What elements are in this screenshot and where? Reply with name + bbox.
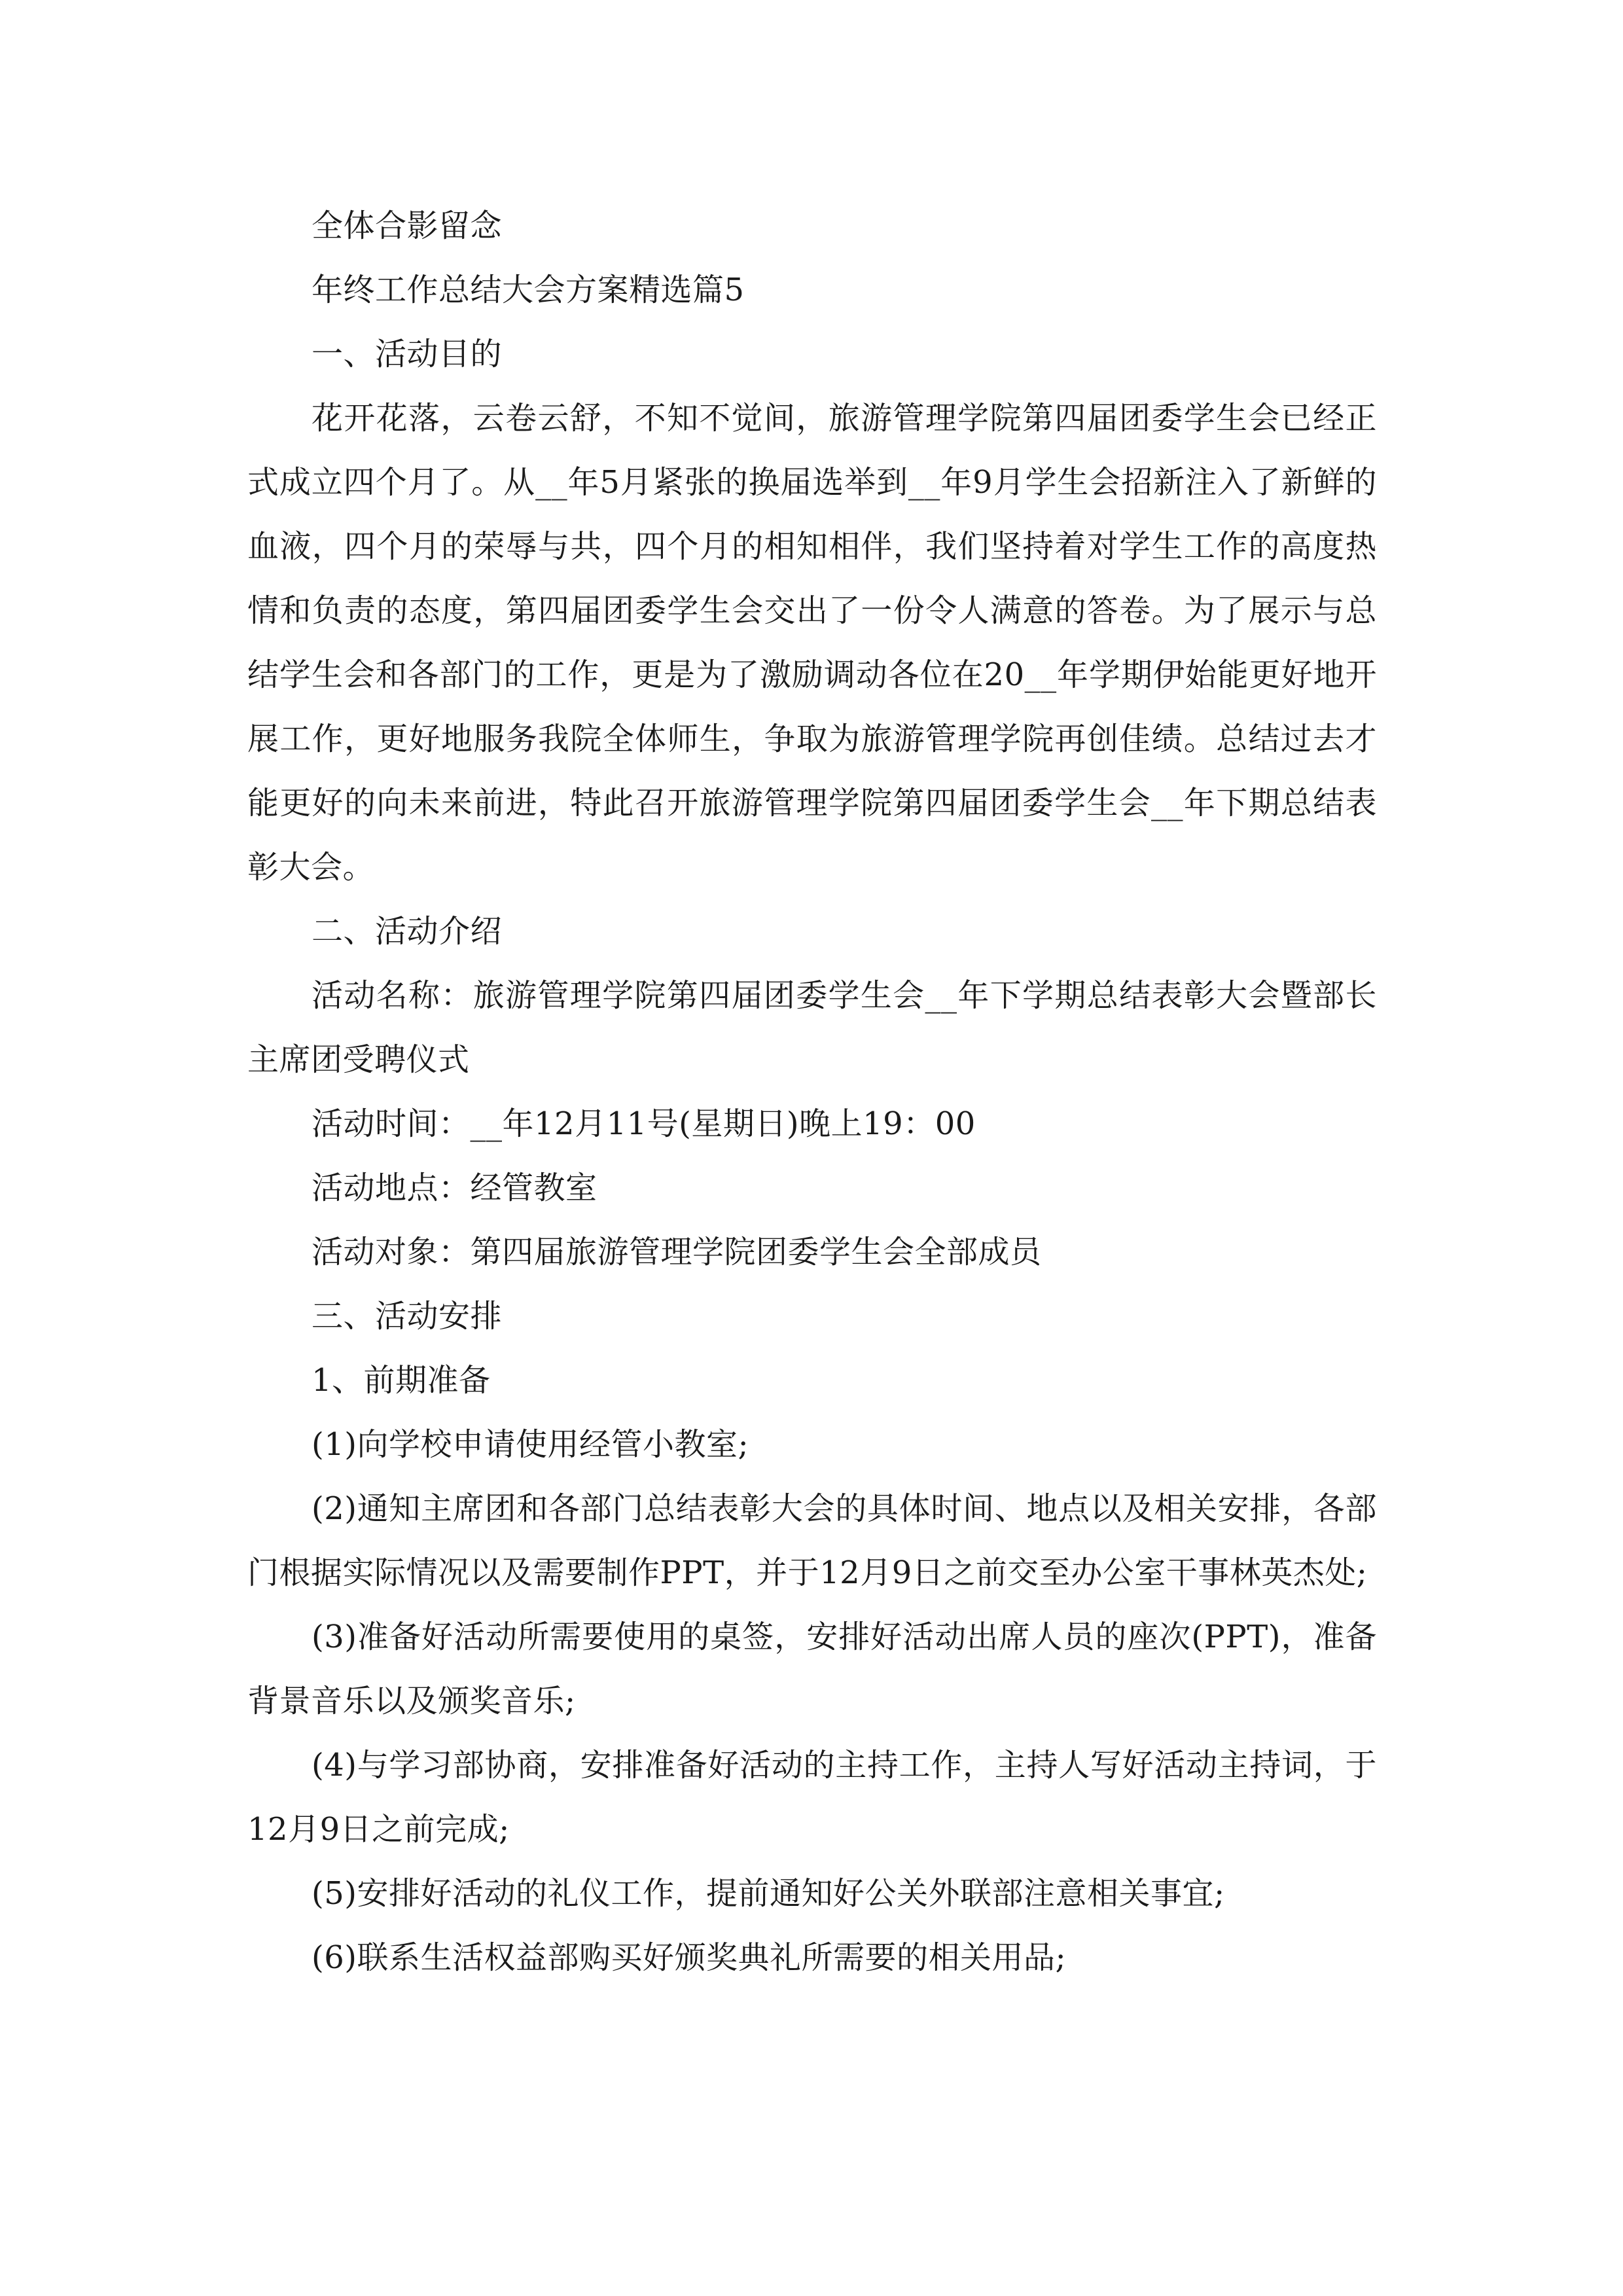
- list-item-6: (6)联系生活权益部购买好颁奖典礼所需要的相关用品;: [312, 1939, 1067, 1976]
- paragraph-activity-audience: 活动对象：第四届旅游管理学院团委学生会全部成员: [312, 1234, 1042, 1270]
- paragraph-activity-location: 活动地点：经管教室: [312, 1170, 597, 1206]
- list-item-3: (3)准备好活动所需要使用的桌签，安排好活动出席人员的座次(PPT)，准备背景音乐以及颁奖音乐;: [247, 1619, 1377, 1719]
- paragraph-activity-purpose: 花开花落，云卷云舒，不知不觉间，旅游管理学院第四届团委学生会已经正式成立四个月了。从__年5月紧张的换届选举到__年9月学生会招新注入了新鲜的血液，四个月的荣辱与共，四个月的相知相伴，我们坚持着对学生工作的高度热情和负责的态度，第四届团委学生会交出了一份令人满意的答卷。为了展示与总结学生会和各部门的工作，更是为了激励调动各位在20__年学期伊始能更好地开展工作，更好地服务我院全体师生，争取为旅游管理学院再创佳绩。总结过去才能更好的向未来前进，特此召开旅游管理学院第四届团委学生会__年下期总结表彰大会。: [247, 400, 1377, 886]
- heading-activity-intro: 二、活动介绍: [312, 913, 503, 950]
- paragraph-group-photo: 全体合影留念: [312, 207, 503, 244]
- list-item-5: (5)安排好活动的礼仪工作，提前通知好公关外联部注意相关事宜;: [312, 1875, 1225, 1912]
- heading-preparation: 1、前期准备: [312, 1362, 491, 1399]
- list-item-1: (1)向学校申请使用经管小教室;: [312, 1426, 749, 1463]
- heading-activity-schedule: 三、活动安排: [312, 1298, 503, 1335]
- paragraph-activity-name: 活动名称：旅游管理学院第四届团委学生会__年下学期总结表彰大会暨部长主席团受聘仪式: [247, 977, 1377, 1078]
- paragraph-activity-time: 活动时间：__年12月11号(星期日)晚上19：00: [312, 1105, 976, 1142]
- heading-activity-purpose: 一、活动目的: [312, 336, 503, 372]
- list-item-2: (2)通知主席团和各部门总结表彰大会的具体时间、地点以及相关安排，各部门根据实际情况以及需要制作PPT，并于12月9日之前交至办公室干事林英杰处;: [247, 1490, 1377, 1591]
- list-item-4: (4)与学习部协商，安排准备好活动的主持工作，主持人写好活动主持词，于12月9日之前完成;: [247, 1747, 1377, 1848]
- document-body: [247, 194, 1377, 1990]
- paragraph-section-title: 年终工作总结大会方案精选篇5: [312, 272, 745, 308]
